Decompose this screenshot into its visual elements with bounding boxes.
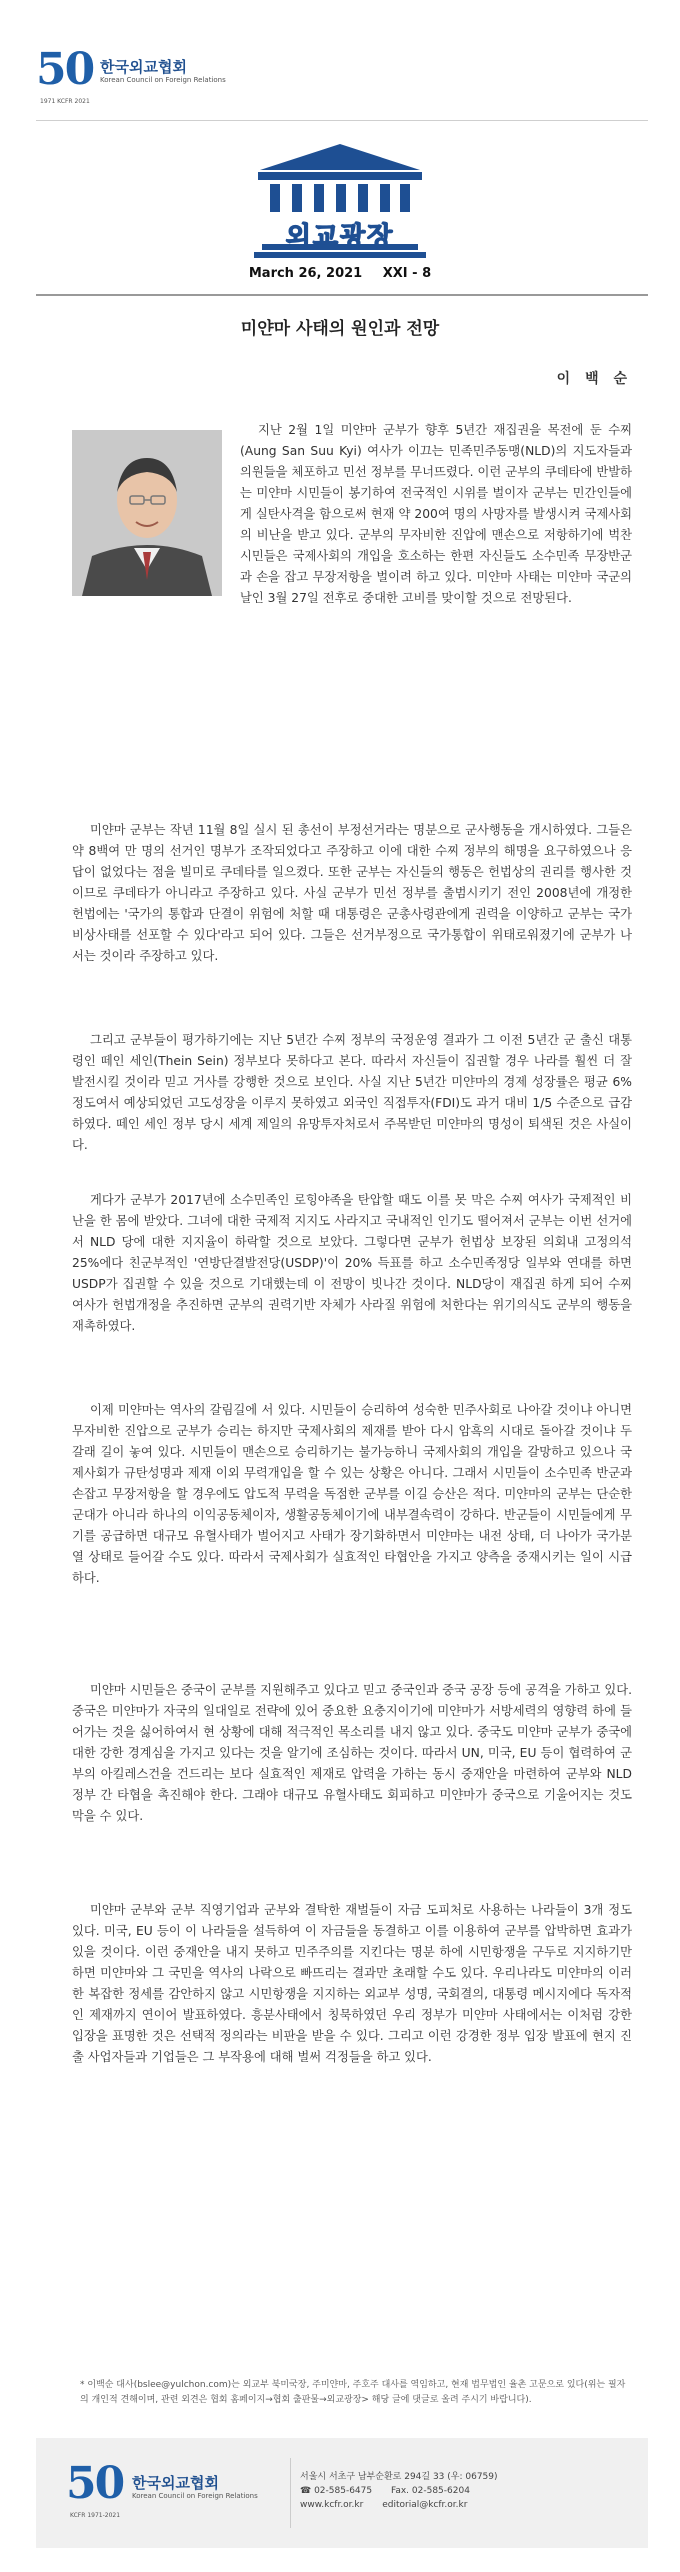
footer-fax: Fax. 02-585-6204: [390, 2486, 470, 2496]
footer-org-name-en: Korean Council on Foreign Relations: [132, 2492, 258, 2500]
footer-logo-50-mark: 50: [66, 2458, 124, 2509]
author-photo: [72, 430, 222, 596]
masthead-temple-logo: [240, 140, 440, 270]
publication-title: 외교광장: [285, 222, 395, 252]
org-name-en: Korean Council on Foreign Relations: [100, 76, 226, 84]
author-footnote: * 이백순 대사(bslee@yulchon.com)는 외교부 북미국장, 주미얀마, 주호주 대사를 역임하고, 현재 법무법인 율촌 고문으로 있다(위는 필자의 개인적 견해이며, 관련 외견은 협회 홈페이지→협회 출판물→외교광장> 해당 글에 댓글로 올려 주시기 바랍니다).: [80, 2380, 626, 2405]
footer-divider: [290, 2458, 291, 2528]
org-name: 한국외교협회: [100, 58, 187, 76]
article-author: 이 백 순: [556, 371, 632, 387]
footer-address: 서울시 서초구 남부순환로 294길 33 (우: 06759): [300, 2472, 498, 2482]
footer-logo-years: KCFR 1971-2021: [70, 2512, 121, 2519]
logo-50-mark: 50: [36, 44, 94, 95]
issue-line: [0, 266, 680, 281]
header-logo: [36, 44, 296, 114]
footer-contact: [300, 2470, 498, 2512]
header-divider: [36, 120, 648, 121]
article-paragraph-7: 미얀마 군부와 군부 직영기업과 군부와 결탁한 재벌들이 자금 도피처로 사용하는 나라들이 3개 정도 있다. 미국, EU 등이 이 나라들을 설득하여 이 자금들을 동결하고 이를 이용하여 군부를 압박하면 효과가 있을 것이다. 이런 중재안을 내지 못하고 민주주의를 지킨다는 명분 하에 시민항쟁을 구두로 지지하기만 하면 미얀마와 그 국민을 역사의 나락으로 빠뜨리는 결과만 초래할 수도 있다. 우리나라도 미얀마의 이러한 복잡한 정세를 감안하지 않고 시민항쟁을 지지하는 외교부 성명, 국회결의, 대통령 메시지에다 독자적인 제재까지 연이어 발표하였다. 흥분사태에서 칭묵하였던 우리 정부가 미얀마 사태에서는 이처럼 강한 입장을 표명한 것은 선택적 정의라는 비판을 받을 수 있다. 그리고 이런 강경한 정부 입장 발표에 현지 진출 사업자들과 기업들은 그 부작용에 대해 벌써 걱정들을 하고 있다.: [72, 1903, 632, 2064]
article-paragraph-2: 미얀마 군부는 작년 11월 8일 실시 된 총선이 부정선거라는 명분으로 군사행동을 개시하였다. 그들은 약 8백여 만 명의 선거인 명부가 조작되었다고 주장하고 이에 대한 수찌 정부의 해명을 요구하였으나 응답이 없었다는 점을 빌미로 쿠데타를 일으켰다. 또한 군부는 자신들의 행동은 헌법상의 권리를 행사한 것이므로 쿠데타가 아니라고 주장하고 있다. 사실 군부가 민선 정부를 출범시키기 전인 2008년에 개정한 헌법에는 '국가의 통합과 단결이 위험에 처할 때 대통령은 군총사령관에게 권력을 이양하고 군부는 국가비상사태를 선포할 수 있다'라고 되어 있다. 그들은 선거부정으로 국가통합이 위태로워졌기에 군부가 나서는 것이라 주장하고 있다.: [72, 823, 632, 963]
article-paragraph-1: 지난 2월 1일 미얀마 군부가 향후 5년간 재집권을 목전에 둔 수찌(Aung San Suu Kyi) 여사가 이끄는 민족민주동맹(NLD)의 지도자들과 의원들을 체포하고 민선 정부를 무너뜨렸다. 이런 군부의 쿠데타에 반발하는 미얀마 시민들이 봉기하여 전국적인 시위를 벌이자 군부는 민간인들에게 실탄사격을 함으로써 현재 약 200여 명의 사망자를 발생시켜 국제사회의 비난을 받고 있다. 군부의 무자비한 진압에 맨손으로 저항하기에 벅찬 시민들은 국제사회의 개입을 호소하는 한편 자신들도 소수민족 무장반군과 손을 잡고 무장저항을 벌이려 하고 있다. 미얀마 사태는 미얀마 국군의 날인 3월 27일 전후로 중대한 고비를 맞이할 것으로 전망된다.: [240, 423, 632, 605]
portrait-icon: [72, 430, 222, 596]
title-divider: [36, 294, 648, 296]
footer-web-row: [300, 2498, 498, 2512]
logo-years: 1971 KCFR 2021: [40, 98, 90, 105]
footer-phone-row: [300, 2484, 498, 2498]
article-paragraph-4: 게다가 군부가 2017년에 소수민족인 로힝야족을 탄압할 때도 이를 못 막은 수찌 여사가 국제적인 비난을 한 몸에 받았다. 그녀에 대한 국제적 지지도 사라지고 국내적인 인기도 떨어져서 군부는 이번 선거에서 NLD 당에 대한 지지율이 하락할 것으로 보았다. 그렇다면 군부가 헌법상 보장된 의회내 고정의석 25%에다 친군부적인 '연방단결발전당(USDP)'이 20% 득표를 하고 소수민족정당 일부와 연대를 하면 USDP가 집권할 수 있을 것으로 기대했는데 이 전망이 빗나간 것이다. NLD당이 재집권 하게 되어 수찌 여사가 헌법개정을 추진하면 군부의 권력기반 자체가 사라질 위험에 처한다는 위기의식도 군부의 행동을 재촉하였다.: [72, 1193, 632, 1333]
footer-tel: ☎ 02-585-6475: [300, 2486, 373, 2496]
article-paragraph-3: 그리고 군부들이 평가하기에는 지난 5년간 수찌 정부의 국정운영 결과가 그 이전 5년간 군 출신 대통령인 떼인 세인(Thein Sein) 정부보다 못하다고 본다. 따라서 자신들이 집권할 경우 나라를 훨씬 더 잘 발전시킬 것이라 믿고 거사를 강행한 것으로 보인다. 사실 지난 5년간 미얀마의 경제 성장률은 평균 6% 정도여서 예상되었던 고도성장을 이루지 못하였고 외국인 직접투자(FDI)도 과거 대비 1/5 수준으로 급감하였다. 떼인 세인 정부 당시 세계 제일의 유망투자처로서 주목받던 미얀마의 명성이 퇴색된 것은 사실이다.: [72, 1033, 632, 1152]
article-paragraph-6: 미얀마 시민들은 중국이 군부를 지원해주고 있다고 믿고 중국인과 중국 공장 등에 공격을 가하고 있다. 중국은 미얀마가 자국의 일대일로 전략에 있어 중요한 요충지이기에 미얀마가 서방세력의 영향력 하에 들어가는 것을 싫어하여서 현 상황에 대해 적극적인 목소리를 내지 않고 있다. 중국도 미얀마 군부가 중국에 대한 강한 경계심을 가지고 있다는 것을 알기에 조심하는 것이다. 따라서 UN, 미국, EU 등이 협력하여 군부의 아킬레스건을 건드리는 보다 실효적인 제재로 압력을 가하는 동시 중재안을 마련하여 군부와 NLD 정부 간 타협을 촉진해야 한다. 그래야 대규모 유혈사태도 회피하고 미얀마가 중국으로 기울어지는 것도 막을 수 있다.: [72, 1683, 632, 1823]
footer-org-name: 한국외교협회: [132, 2474, 219, 2492]
footer-logo: [36, 2452, 296, 2522]
issue-number: XXI - 8: [382, 266, 432, 281]
article-title: 미얀마 사태의 원인과 전망: [240, 319, 440, 339]
article-paragraph-5: 이제 미얀마는 역사의 갈림길에 서 있다. 시민들이 승리하여 성숙한 민주사회로 나아갈 것이냐 아니면 무자비한 진압으로 군부가 승리는 하지만 국제사회의 제재를 받아 다시 암흑의 시대로 돌아갈 것이냐 두 갈래 길이 놓여 있다. 시민들이 맨손으로 승리하기는 불가능하니 국제사회의 개입을 갈망하고 있으나 국제사회가 규탄성명과 제재 이외 무력개입을 할 수 있는 상황은 아니다. 그래서 시민들이 소수민족 반군과 손잡고 무장저항을 할 경우에도 압도적 무력을 독점한 군부를 이길 승산은 적다. 미얀마의 군부는 단순한 군대가 아니라 하나의 이익공동체이자, 생활공동체이기에 내부결속력이 강하다. 반군들이 시민들에게 무기를 공급하면 대규모 유혈사태가 벌어지고 사태가 장기화하면서 미얀마는 내전 상태, 더 나아가 국가분열 상태로 들어갈 수도 있다. 따라서 국제사회가 실효적인 타협안을 가지고 양측을 중재시키는 일이 시급하다.: [72, 1403, 632, 1585]
footer-email[interactable]: editorial@kcfr.or.kr: [382, 2500, 468, 2510]
issue-date: March 26, 2021: [248, 266, 363, 281]
footer-website[interactable]: www.kcfr.or.kr: [300, 2500, 364, 2510]
